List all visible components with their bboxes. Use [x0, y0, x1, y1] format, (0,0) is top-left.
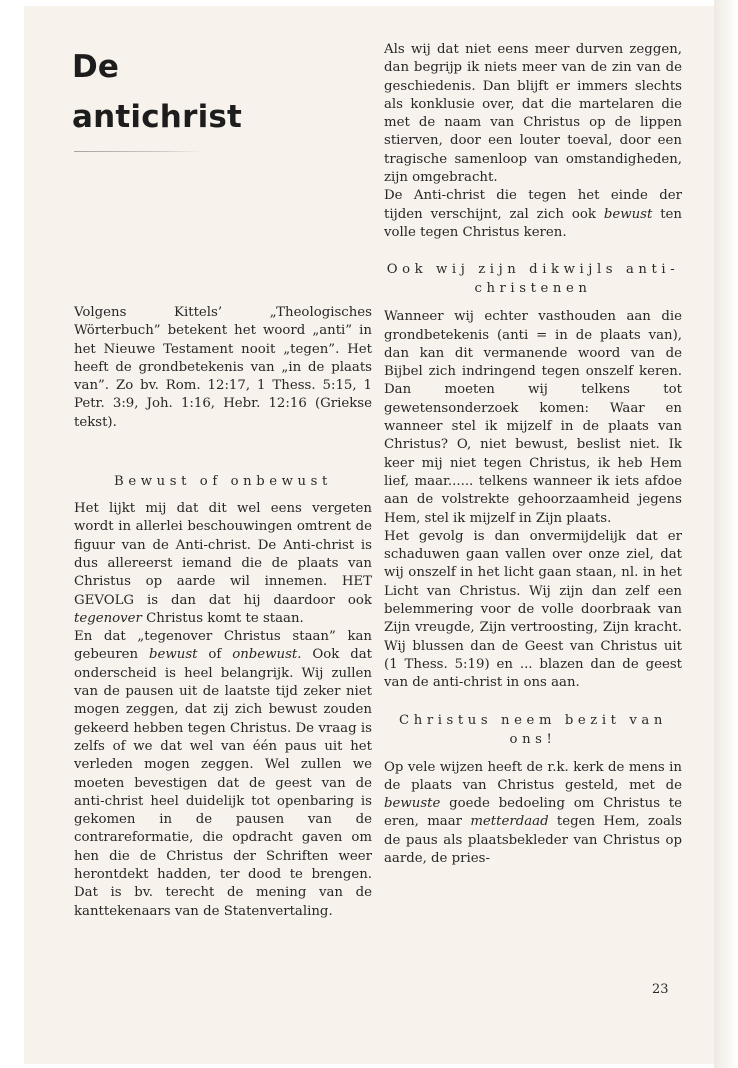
- left-column: [74, 304, 372, 921]
- paragraph: Op vele wijzen heeft de r.k. kerk de mens in de plaats van Christus gesteld, met de bewuste goede bedoeling om Christus te eren, maar metterdaad tegen Hem, zoals de paus als plaatsbekleder van Christus op aarde, de pries-: [384, 759, 682, 866]
- article-title: [72, 42, 242, 142]
- paragraph: Als wij dat niet eens meer durven zeggen, dan begrijp ik niets meer van de zin van de geschiedenis. Dan blijft er immers slechts als konklusie over, dat die martelaren die met de naam van Christus op de lippen stierven, door een louter toeval, door een tragische samenloop van omstandigheden, zijn omgebracht.: [384, 42, 682, 186]
- intro-paragraph: Volgens Kittels’ „Theologisches Wörterbuch” betekent het woord „anti” in het Nieuwe Testament nooit „tegen”. Het heeft de grondbetekenis van „in de plaats van”. Zo bv. Rom. 12:17, 1 Thess. 5:15, 1 Petr. 3:9, Joh. 1:16, Hebr. 12:16 (Griekse tekst).: [74, 305, 372, 430]
- paragraph: Het lijkt mij dat dit wel eens vergeten wordt in allerlei beschouwingen omtrent de figuur van de Anti-christ. De Anti-christ is dus allereerst iemand die de plaats van Christus op aarde wil innemen. HET GEVOLG is dan dat hij daardoor ook tegenover Christus komt te staan.: [74, 501, 372, 626]
- title-line-1: De: [72, 49, 120, 85]
- subheading-bewust-of-onbewust: Bewust of onbewust: [114, 474, 332, 490]
- paragraph: Wanneer wij echter vasthouden aan die grondbetekenis (anti = in de plaats van), dan kan dit vermanende woord van de Bijbel zich indringend tegen onszelf keren. Dan moeten wij telkens tot gewetensonderzoek komen: Waar en wanneer stel ik mijzelf in de plaats van Christus? O, niet bewust, beslist niet. Ik keer mij niet tegen Christus, ik heb Hem lief, maar...... telkens wanneer ik iets afdoe aan de volstrekte gehoorzaamheid jegens Hem, stel ik mijzelf in Zijn plaats.: [384, 309, 682, 526]
- title-line-2: antichrist: [72, 99, 243, 135]
- right-column: [384, 41, 682, 868]
- subheading-ook-wij: Ook wij zijn dikwijls anti-christenen: [386, 262, 680, 297]
- title-underline: [74, 151, 202, 152]
- paragraph: Het gevolg is dan onvermijdelijk dat er schaduwen gaan vallen over onze ziel, dat wij onszelf in het licht gaan staan, nl. in het Licht van Christus. Wij zijn dan zelf een belemmering voor de volle doorbraak van Zijn vreugde, Zijn vertroosting, Zijn kracht. Wij blussen dan de Geest van Christus uit (1 Thess. 5:19) en ... blazen dan de geest van de anti-christ in ons aan.: [384, 528, 682, 691]
- page-edge-shadow: [714, 0, 738, 1068]
- paragraph: En dat „tegenover Christus staan” kan gebeuren bewust of onbewust. Ook dat onderscheid is heel belangrijk. Wij zullen van de pausen uit de laatste tijd zeker niet mogen zeggen, dat zij zich bewust zouden gekeerd hebben tegen Christus. De vraag is zelfs of we dat wel van één paus uit het verleden mogen zeggen. Wel zullen we moeten bevestigen dat de geest van de anti-christ heel duidelijk tot openbaring is gekomen in de pausen van de contrareformatie, die opdracht gaven om hen die de Christus der Schriften weer herontdekt hadden, ter dood te brengen. Dat is bv. terecht de mening van de kanttekenaars van de Statenvertaling.: [74, 629, 372, 919]
- page-number: 23: [652, 982, 669, 997]
- page: [24, 6, 714, 1064]
- subheading-christus-neem-bezit: Christus neem bezit van ons!: [399, 712, 667, 747]
- paragraph: De Anti-christ die tegen het einde der tijden verschijnt, zal zich ook bewust ten volle tegen Christus keren.: [384, 188, 682, 240]
